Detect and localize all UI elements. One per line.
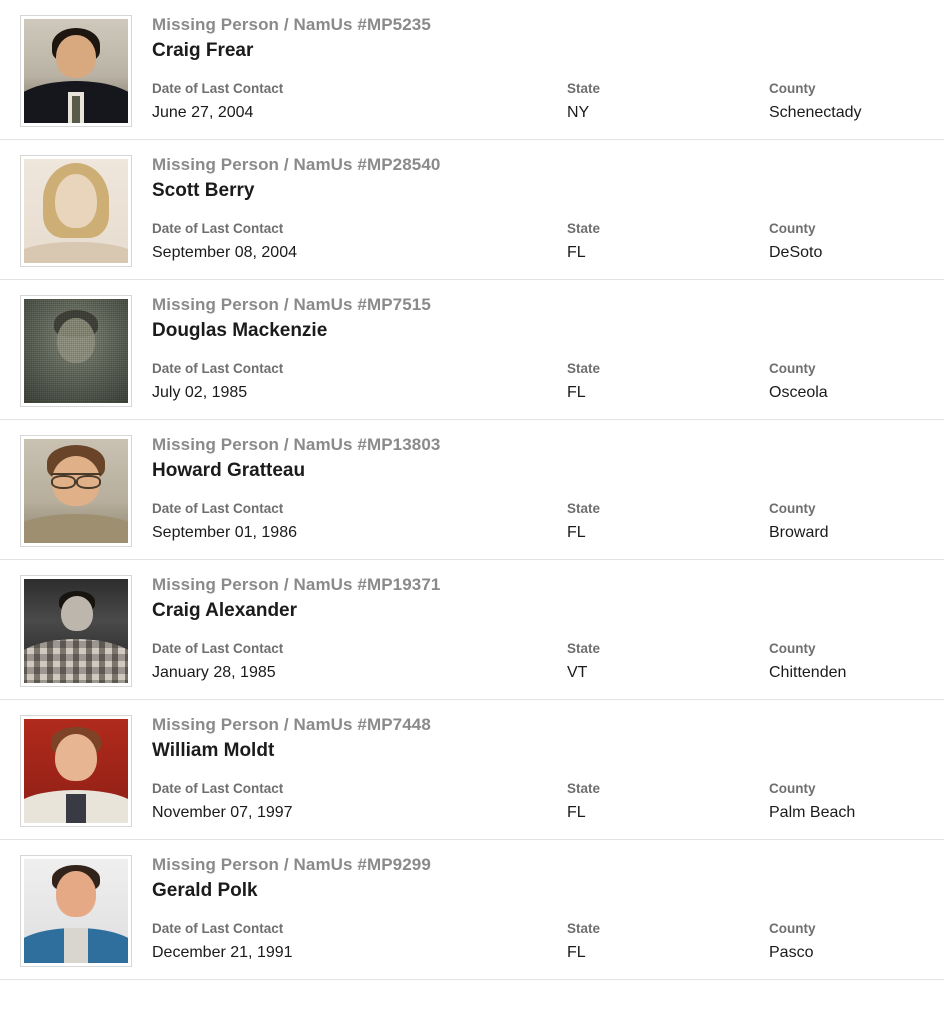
- case-person-name[interactable]: Gerald Polk: [152, 880, 258, 902]
- case-person-name[interactable]: Craig Alexander: [152, 600, 298, 622]
- case-fields: [152, 780, 928, 824]
- case-photo-cell[interactable]: [0, 572, 152, 687]
- case-identifier: Missing Person / NamUs #MP7448: [152, 715, 431, 734]
- field-county: [769, 780, 928, 824]
- field-label-date: Date of Last Contact: [152, 920, 284, 936]
- field-label-state: State: [567, 500, 601, 516]
- case-identifier: Missing Person / NamUs #MP9299: [152, 855, 431, 874]
- field-value-date: June 27, 2004: [152, 104, 254, 122]
- case-fields: [152, 500, 928, 544]
- table-row[interactable]: [0, 700, 944, 840]
- field-label-state: State: [567, 220, 601, 236]
- field-value-county: Broward: [769, 524, 829, 542]
- case-fields: [152, 920, 928, 964]
- field-value-state: NY: [567, 104, 590, 122]
- field-label-state: State: [567, 920, 601, 936]
- case-info: [152, 152, 944, 264]
- case-photo-cell[interactable]: [0, 712, 152, 827]
- case-photo: [24, 299, 128, 403]
- case-identifier: Missing Person / NamUs #MP28540: [152, 155, 441, 174]
- field-value-county: Schenectady: [769, 104, 862, 122]
- case-fields: [152, 640, 928, 684]
- field-county: [769, 640, 928, 684]
- field-date-of-last-contact: [152, 780, 567, 824]
- field-date-of-last-contact: [152, 640, 567, 684]
- case-identifier: Missing Person / NamUs #MP5235: [152, 15, 431, 34]
- field-county: [769, 80, 928, 124]
- table-row[interactable]: [0, 420, 944, 560]
- case-info: [152, 712, 944, 824]
- case-photo: [24, 579, 128, 683]
- field-value-date: November 07, 1997: [152, 804, 293, 822]
- case-person-name[interactable]: Craig Frear: [152, 40, 254, 62]
- field-value-county: Palm Beach: [769, 804, 856, 822]
- field-date-of-last-contact: [152, 500, 567, 544]
- case-identifier: Missing Person / NamUs #MP7515: [152, 295, 431, 314]
- field-value-county: Chittenden: [769, 664, 847, 682]
- photo-frame: [20, 15, 132, 127]
- field-state: [567, 220, 769, 264]
- photo-frame: [20, 295, 132, 407]
- table-row[interactable]: [0, 140, 944, 280]
- field-state: [567, 500, 769, 544]
- field-label-date: Date of Last Contact: [152, 80, 284, 96]
- case-person-name[interactable]: Scott Berry: [152, 180, 255, 202]
- field-value-state: FL: [567, 804, 586, 822]
- case-fields: [152, 220, 928, 264]
- field-county: [769, 360, 928, 404]
- field-label-state: State: [567, 360, 601, 376]
- field-value-date: July 02, 1985: [152, 384, 248, 402]
- field-value-date: September 08, 2004: [152, 244, 297, 262]
- case-info: [152, 432, 944, 544]
- field-date-of-last-contact: [152, 220, 567, 264]
- field-state: [567, 780, 769, 824]
- case-info: [152, 572, 944, 684]
- photo-frame: [20, 855, 132, 967]
- field-state: [567, 920, 769, 964]
- case-person-name[interactable]: Douglas Mackenzie: [152, 320, 328, 342]
- case-photo: [24, 19, 128, 123]
- photo-frame: [20, 435, 132, 547]
- field-value-date: January 28, 1985: [152, 664, 276, 682]
- field-label-date: Date of Last Contact: [152, 640, 284, 656]
- field-label-county: County: [769, 920, 816, 936]
- case-identifier: Missing Person / NamUs #MP19371: [152, 575, 441, 594]
- field-value-state: FL: [567, 384, 586, 402]
- case-photo-cell[interactable]: [0, 292, 152, 407]
- field-label-county: County: [769, 500, 816, 516]
- case-photo: [24, 439, 128, 543]
- field-value-date: September 01, 1986: [152, 524, 297, 542]
- field-state: [567, 640, 769, 684]
- case-fields: [152, 80, 928, 124]
- field-value-state: FL: [567, 524, 586, 542]
- photo-frame: [20, 715, 132, 827]
- case-fields: [152, 360, 928, 404]
- photo-frame: [20, 575, 132, 687]
- case-person-name[interactable]: Howard Gratteau: [152, 460, 306, 482]
- table-row[interactable]: [0, 840, 944, 980]
- field-date-of-last-contact: [152, 360, 567, 404]
- field-label-date: Date of Last Contact: [152, 360, 284, 376]
- field-label-county: County: [769, 640, 816, 656]
- case-photo: [24, 159, 128, 263]
- field-value-state: VT: [567, 664, 588, 682]
- field-label-county: County: [769, 80, 816, 96]
- photo-frame: [20, 155, 132, 267]
- table-row[interactable]: [0, 0, 944, 140]
- field-date-of-last-contact: [152, 920, 567, 964]
- field-state: [567, 80, 769, 124]
- case-photo-cell[interactable]: [0, 152, 152, 267]
- case-person-name[interactable]: William Moldt: [152, 740, 275, 762]
- field-state: [567, 360, 769, 404]
- field-date-of-last-contact: [152, 80, 567, 124]
- field-county: [769, 500, 928, 544]
- case-photo: [24, 719, 128, 823]
- field-county: [769, 220, 928, 264]
- field-label-date: Date of Last Contact: [152, 220, 284, 236]
- table-row[interactable]: [0, 560, 944, 700]
- field-label-county: County: [769, 780, 816, 796]
- case-info: [152, 852, 944, 964]
- field-label-state: State: [567, 780, 601, 796]
- field-label-date: Date of Last Contact: [152, 500, 284, 516]
- case-identifier: Missing Person / NamUs #MP13803: [152, 435, 441, 454]
- case-info: [152, 292, 944, 404]
- field-label-date: Date of Last Contact: [152, 780, 284, 796]
- field-value-county: Pasco: [769, 944, 814, 962]
- table-row[interactable]: [0, 280, 944, 420]
- field-value-county: Osceola: [769, 384, 828, 402]
- field-value-date: December 21, 1991: [152, 944, 293, 962]
- case-info: [152, 12, 944, 124]
- field-label-county: County: [769, 220, 816, 236]
- field-value-state: FL: [567, 244, 586, 262]
- field-label-state: State: [567, 80, 601, 96]
- field-value-county: DeSoto: [769, 244, 823, 262]
- field-value-state: FL: [567, 944, 586, 962]
- field-label-state: State: [567, 640, 601, 656]
- case-photo-cell[interactable]: [0, 852, 152, 967]
- case-photo-cell[interactable]: [0, 432, 152, 547]
- case-photo-cell[interactable]: [0, 12, 152, 127]
- field-county: [769, 920, 928, 964]
- field-label-county: County: [769, 360, 816, 376]
- case-photo: [24, 859, 128, 963]
